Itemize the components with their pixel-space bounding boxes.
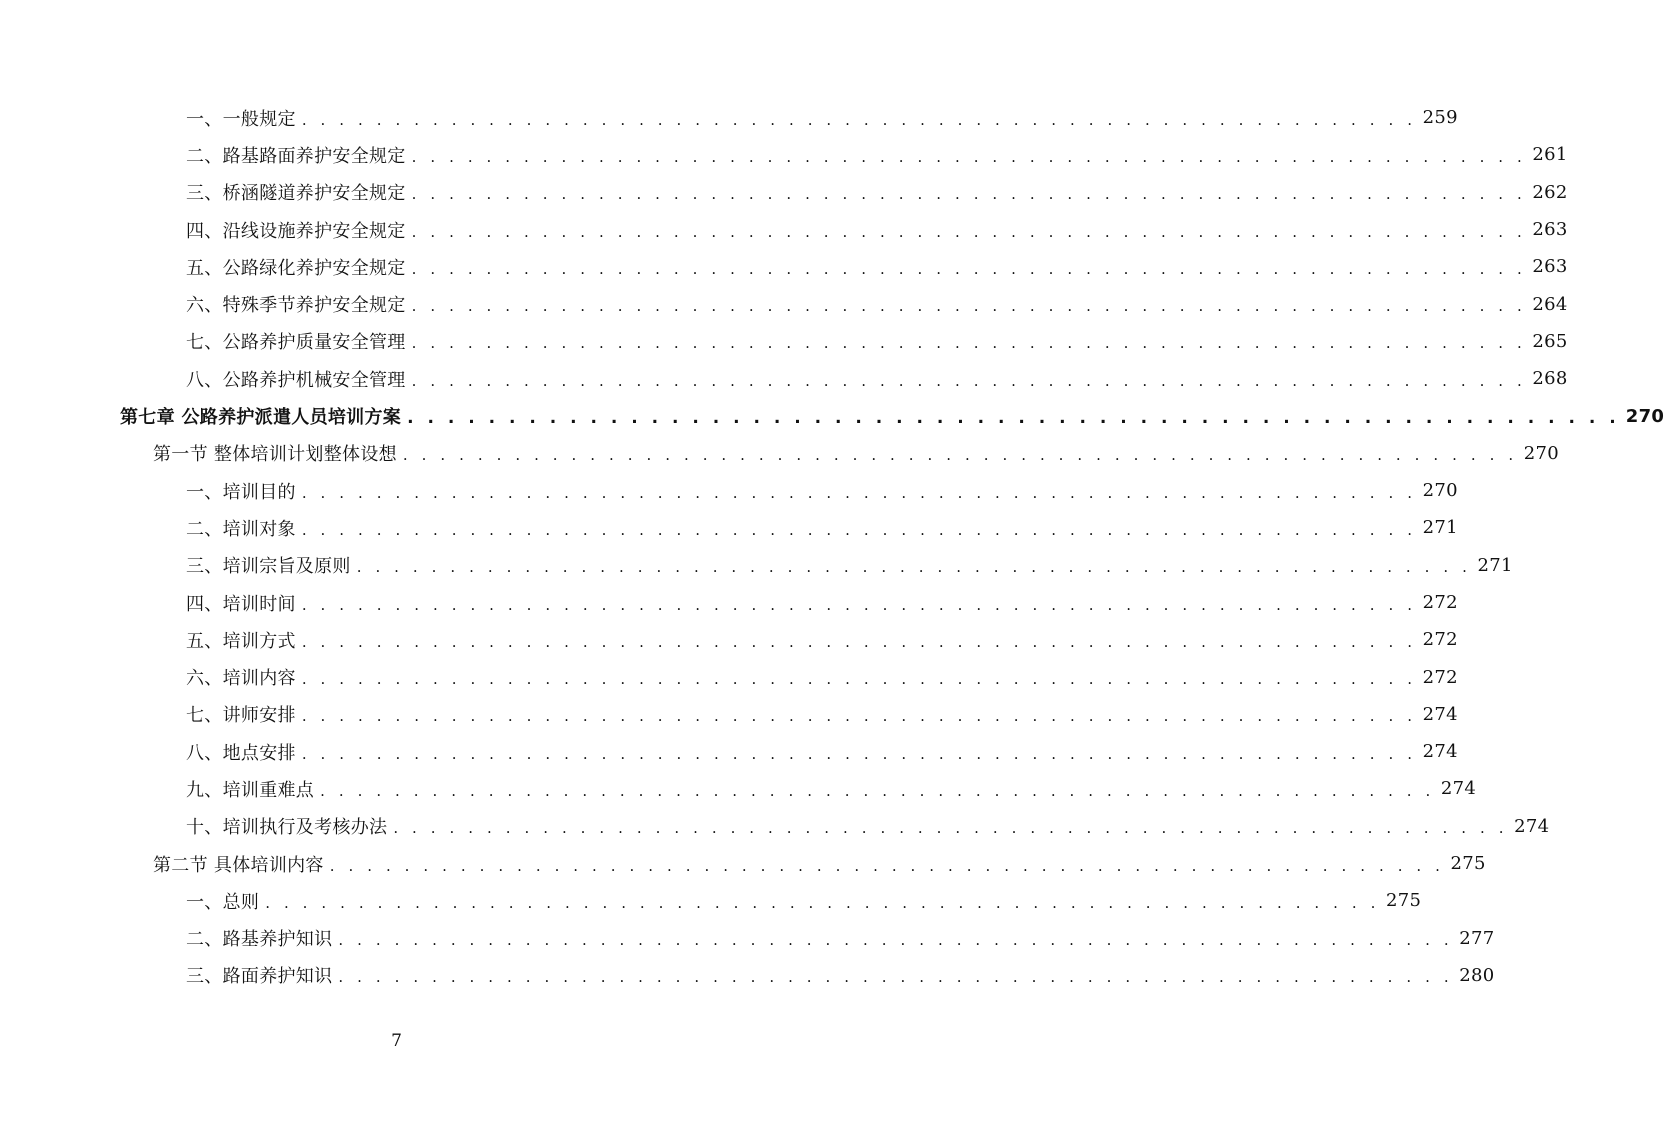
toc-entry-title: 二、路基路面养护安全规定	[186, 145, 406, 167]
toc-entry-page: 274	[1514, 815, 1550, 837]
toc-entry-title: 三、路面养护知识	[186, 966, 333, 988]
toc-dot-leader: . . . . . . . . . . . . . . . . . . . . . . . . . . . . . . . . . . . . . . . . . . . . . . . . . . . . . . . . . . . .	[407, 408, 1620, 429]
toc-entry-page: 259	[1422, 107, 1458, 129]
toc-entry	[0, 658, 1458, 695]
toc-entry	[0, 509, 1458, 546]
toc-entry-title: 三、桥涵隧道养护安全规定	[186, 183, 406, 205]
toc-entry	[0, 323, 1568, 360]
toc-entry	[0, 248, 1568, 285]
toc-entry-title: 八、地点安排	[186, 742, 296, 764]
toc-entry-page: 271	[1422, 517, 1458, 539]
toc-dot-leader: . . . . . . . . . . . . . . . . . . . . . . . . . . . . . . . . . . . . . . . . . . . . . . . . . . . . . . . . . . . .	[356, 558, 1472, 577]
toc-entry-title: 八、公路养护机械安全管理	[186, 369, 406, 391]
toc-dot-leader: . . . . . . . . . . . . . . . . . . . . . . . . . . . . . . . . . . . . . . . . . . . . . . . . . . . . . . . . . . . .	[338, 968, 1454, 987]
toc-entry	[0, 621, 1458, 658]
toc-dot-leader: . . . . . . . . . . . . . . . . . . . . . . . . . . . . . . . . . . . . . . . . . . . . . . . . . . . . . . . . . . . .	[411, 222, 1527, 241]
toc-dot-leader: . . . . . . . . . . . . . . . . . . . . . . . . . . . . . . . . . . . . . . . . . . . . . . . . . . . . . . . . . . . .	[301, 632, 1417, 651]
toc-entry-title: 九、培训重难点	[186, 779, 315, 801]
toc-entry-title: 五、培训方式	[186, 630, 296, 652]
toc-dot-leader: . . . . . . . . . . . . . . . . . . . . . . . . . . . . . . . . . . . . . . . . . . . . . . . . . . . . . . . . . . . .	[301, 110, 1417, 129]
toc-entry-page: 272	[1422, 666, 1458, 688]
toc-entry	[0, 435, 1559, 472]
toc-dot-leader: . . . . . . . . . . . . . . . . . . . . . . . . . . . . . . . . . . . . . . . . . . . . . . . . . . . . . . . . . . . .	[411, 147, 1527, 166]
toc-entry-page: 263	[1532, 219, 1568, 241]
table-of-contents	[0, 99, 1664, 994]
toc-entry-page: 261	[1532, 144, 1568, 166]
toc-entry-page: 263	[1532, 256, 1568, 278]
toc-entry-page: 265	[1532, 330, 1568, 352]
toc-dot-leader: . . . . . . . . . . . . . . . . . . . . . . . . . . . . . . . . . . . . . . . . . . . . . . . . . . . . . . . . . . . .	[411, 185, 1527, 204]
toc-dot-leader: . . . . . . . . . . . . . . . . . . . . . . . . . . . . . . . . . . . . . . . . . . . . . . . . . . . . . . . . . . . .	[411, 259, 1527, 278]
toc-entry-page: 262	[1532, 181, 1568, 203]
toc-entry-page: 271	[1477, 554, 1513, 576]
toc-entry-page: 274	[1440, 778, 1477, 800]
toc-entry-title: 四、沿线设施养护安全规定	[186, 220, 406, 242]
toc-entry-title: 第一节 整体培训计划整体设想	[153, 444, 397, 466]
toc-entry-page: 275	[1450, 853, 1486, 875]
toc-entry	[0, 957, 1495, 994]
toc-entry	[0, 99, 1458, 136]
toc-entry-page: 277	[1459, 927, 1495, 949]
toc-entry	[0, 584, 1458, 621]
toc-dot-leader: . . . . . . . . . . . . . . . . . . . . . . . . . . . . . . . . . . . . . . . . . . . . . . . . . . . . . . . . . . . .	[301, 595, 1417, 614]
toc-entry	[0, 882, 1422, 919]
toc-entry	[0, 211, 1568, 248]
toc-dot-leader: . . . . . . . . . . . . . . . . . . . . . . . . . . . . . . . . . . . . . . . . . . . . . . . . . . . . . . . . . . . .	[329, 856, 1445, 875]
toc-entry	[0, 845, 1486, 882]
toc-dot-leader: . . . . . . . . . . . . . . . . . . . . . . . . . . . . . . . . . . . . . . . . . . . . . . . . . . . . . . . . . . . .	[411, 297, 1527, 316]
toc-dot-leader: . . . . . . . . . . . . . . . . . . . . . . . . . . . . . . . . . . . . . . . . . . . . . . . . . . . . . . . . . . . .	[402, 446, 1518, 465]
toc-dot-leader: . . . . . . . . . . . . . . . . . . . . . . . . . . . . . . . . . . . . . . . . . . . . . . . . . . . . . . . . . . . .	[265, 893, 1381, 912]
toc-entry-title: 一、总则	[186, 891, 260, 913]
toc-entry-title: 二、路基养护知识	[186, 929, 333, 951]
toc-entry-title: 六、培训内容	[186, 668, 296, 690]
toc-dot-leader: . . . . . . . . . . . . . . . . . . . . . . . . . . . . . . . . . . . . . . . . . . . . . . . . . . . . . . . . . . . .	[301, 520, 1417, 539]
toc-entry-title: 五、公路绿化养护安全规定	[186, 257, 406, 279]
toc-entry-title: 三、培训宗旨及原则	[186, 556, 351, 578]
toc-entry-page: 270	[1523, 442, 1559, 464]
toc-entry-page: 274	[1422, 703, 1458, 725]
toc-entry	[0, 472, 1458, 509]
toc-dot-leader: . . . . . . . . . . . . . . . . . . . . . . . . . . . . . . . . . . . . . . . . . . . . . . . . . . . . . . . . . . . .	[393, 819, 1509, 838]
toc-dot-leader: . . . . . . . . . . . . . . . . . . . . . . . . . . . . . . . . . . . . . . . . . . . . . . . . . . . . . . . . . . . .	[320, 781, 1435, 800]
toc-dot-leader: . . . . . . . . . . . . . . . . . . . . . . . . . . . . . . . . . . . . . . . . . . . . . . . . . . . . . . . . . . . .	[411, 371, 1527, 390]
toc-entry-page: 274	[1422, 741, 1458, 763]
toc-entry	[0, 770, 1477, 807]
toc-entry	[0, 547, 1513, 584]
toc-entry-title: 六、特殊季节养护安全规定	[186, 295, 406, 317]
toc-entry-page: 270	[1422, 480, 1458, 502]
toc-entry-title: 四、培训时间	[186, 593, 296, 615]
toc-dot-leader: . . . . . . . . . . . . . . . . . . . . . . . . . . . . . . . . . . . . . . . . . . . . . . . . . . . . . . . . . . . .	[338, 931, 1454, 950]
toc-entry-title: 第二节 具体培训内容	[153, 854, 324, 876]
toc-dot-leader: . . . . . . . . . . . . . . . . . . . . . . . . . . . . . . . . . . . . . . . . . . . . . . . . . . . . . . . . . . . .	[301, 707, 1417, 726]
toc-entry	[0, 174, 1568, 211]
toc-entry-title: 一、一般规定	[186, 108, 296, 130]
toc-entry-title: 十、培训执行及考核办法	[186, 817, 388, 839]
toc-entry-page: 272	[1422, 592, 1458, 613]
toc-entry-page: 280	[1459, 964, 1495, 986]
toc-entry-page: 275	[1386, 890, 1422, 912]
toc-entry	[0, 733, 1458, 770]
toc-entry	[0, 808, 1550, 845]
toc-dot-leader: . . . . . . . . . . . . . . . . . . . . . . . . . . . . . . . . . . . . . . . . . . . . . . . . . . . . . . . . . . . .	[301, 744, 1417, 763]
page-number: 7	[391, 1031, 402, 1051]
toc-entry-title: 二、培训对象	[186, 518, 296, 540]
toc-entry	[0, 285, 1568, 322]
toc-entry-title: 第七章 公路养护派遣人员培训方案	[120, 407, 402, 429]
toc-entry-page: 272	[1422, 629, 1458, 651]
toc-dot-leader: . . . . . . . . . . . . . . . . . . . . . . . . . . . . . . . . . . . . . . . . . . . . . . . . . . . . . . . . . . . .	[301, 483, 1417, 502]
toc-entry	[0, 136, 1568, 173]
toc-dot-leader: . . . . . . . . . . . . . . . . . . . . . . . . . . . . . . . . . . . . . . . . . . . . . . . . . . . . . . . . . . . .	[301, 670, 1417, 689]
toc-entry-page: 264	[1532, 293, 1568, 315]
toc-entry	[0, 360, 1568, 397]
toc-entry	[0, 696, 1458, 733]
toc-entry	[0, 920, 1495, 957]
toc-entry-page: 270	[1625, 405, 1664, 427]
toc-entry-page: 268	[1532, 368, 1568, 390]
toc-entry-title: 七、公路养护质量安全管理	[186, 332, 406, 354]
toc-dot-leader: . . . . . . . . . . . . . . . . . . . . . . . . . . . . . . . . . . . . . . . . . . . . . . . . . . . . . . . . . . . .	[411, 334, 1527, 353]
toc-entry-title: 七、讲师安排	[186, 705, 296, 727]
toc-entry	[0, 397, 1664, 434]
toc-entry-title: 一、培训目的	[186, 481, 296, 503]
